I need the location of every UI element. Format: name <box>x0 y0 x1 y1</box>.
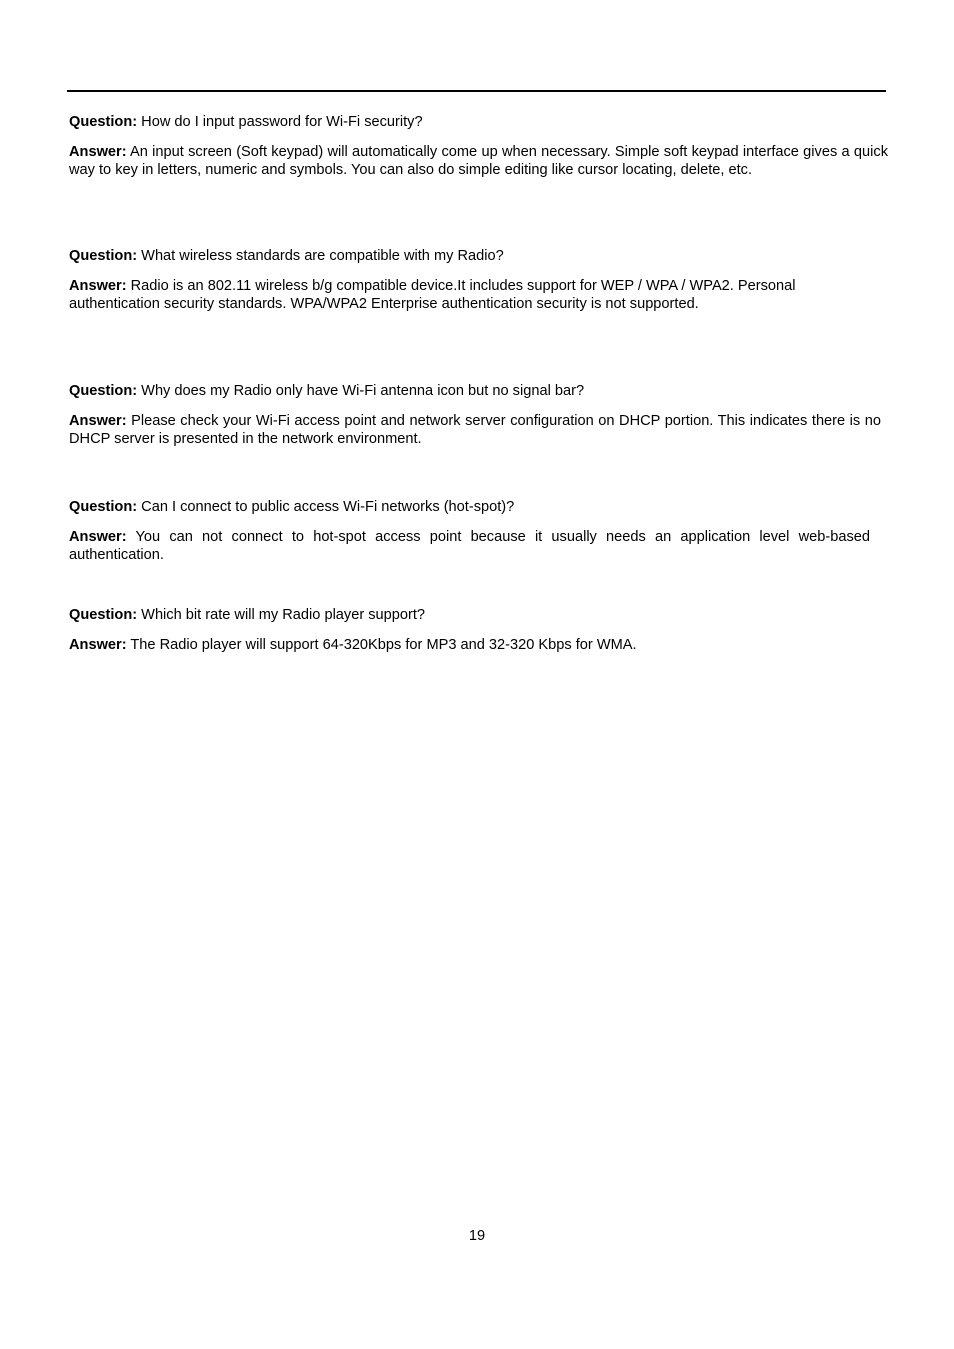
page-number: 19 <box>468 1228 486 1244</box>
question <box>69 606 888 624</box>
question <box>69 498 870 516</box>
question <box>67 247 886 265</box>
faq-item-signal-bar <box>69 382 881 448</box>
answer-text: The Radio player will support 64-320Kbps for MP3 and 32-320 Kbps for WMA. <box>126 637 637 653</box>
answer-text: Please check your Wi-Fi access point and network server configuration on DHCP portion. This indicates there is no DHCP server is presented in the network environment. <box>69 413 881 447</box>
answer-text: You can not connect to hot-spot access point because it usually needs an application level web-based authentication. <box>69 529 870 563</box>
answer-label: Answer: <box>69 637 127 653</box>
question-label: Question: <box>69 248 138 264</box>
question-label: Question: <box>69 114 138 130</box>
question-text: How do I input password for Wi-Fi security? <box>137 114 423 130</box>
answer-text: An input screen (Soft keypad) will automatically come up when necessary. Simple soft keypad interface gives a quick way to key in letters, numeric and symbols. You can also do simple editing like cursor locating, delete, etc. <box>69 144 888 178</box>
answer-label: Answer: <box>69 529 127 545</box>
answer <box>67 277 886 313</box>
faq-item-hot-spot <box>69 498 870 564</box>
faq-item-bit-rate <box>69 606 888 654</box>
answer <box>69 412 881 448</box>
question-text: What wireless standards are compatible with my Radio? <box>137 248 504 264</box>
answer <box>69 636 888 654</box>
answer <box>69 528 870 564</box>
question <box>69 113 888 131</box>
question-label: Question: <box>69 383 138 399</box>
header-rule <box>67 90 886 92</box>
faq-item-wireless-standards <box>67 247 886 313</box>
question-text: Which bit rate will my Radio player support? <box>137 607 426 623</box>
answer-label: Answer: <box>69 278 127 294</box>
question <box>69 382 881 400</box>
question-text: Can I connect to public access Wi-Fi networks (hot-spot)? <box>137 499 515 515</box>
faq-item-wifi-password <box>69 113 888 179</box>
answer <box>69 143 888 179</box>
question-text: Why does my Radio only have Wi-Fi antenna icon but no signal bar? <box>137 383 585 399</box>
answer-label: Answer: <box>69 144 127 160</box>
answer-text: Radio is an 802.11 wireless b/g compatible device.It includes support for WEP / WPA / WPA2. Personal authentication security standards. WPA/WPA2 Enterprise authentication security is not supported. <box>69 278 796 312</box>
question-label: Question: <box>69 607 138 623</box>
question-label: Question: <box>69 499 138 515</box>
answer-label: Answer: <box>69 413 127 429</box>
